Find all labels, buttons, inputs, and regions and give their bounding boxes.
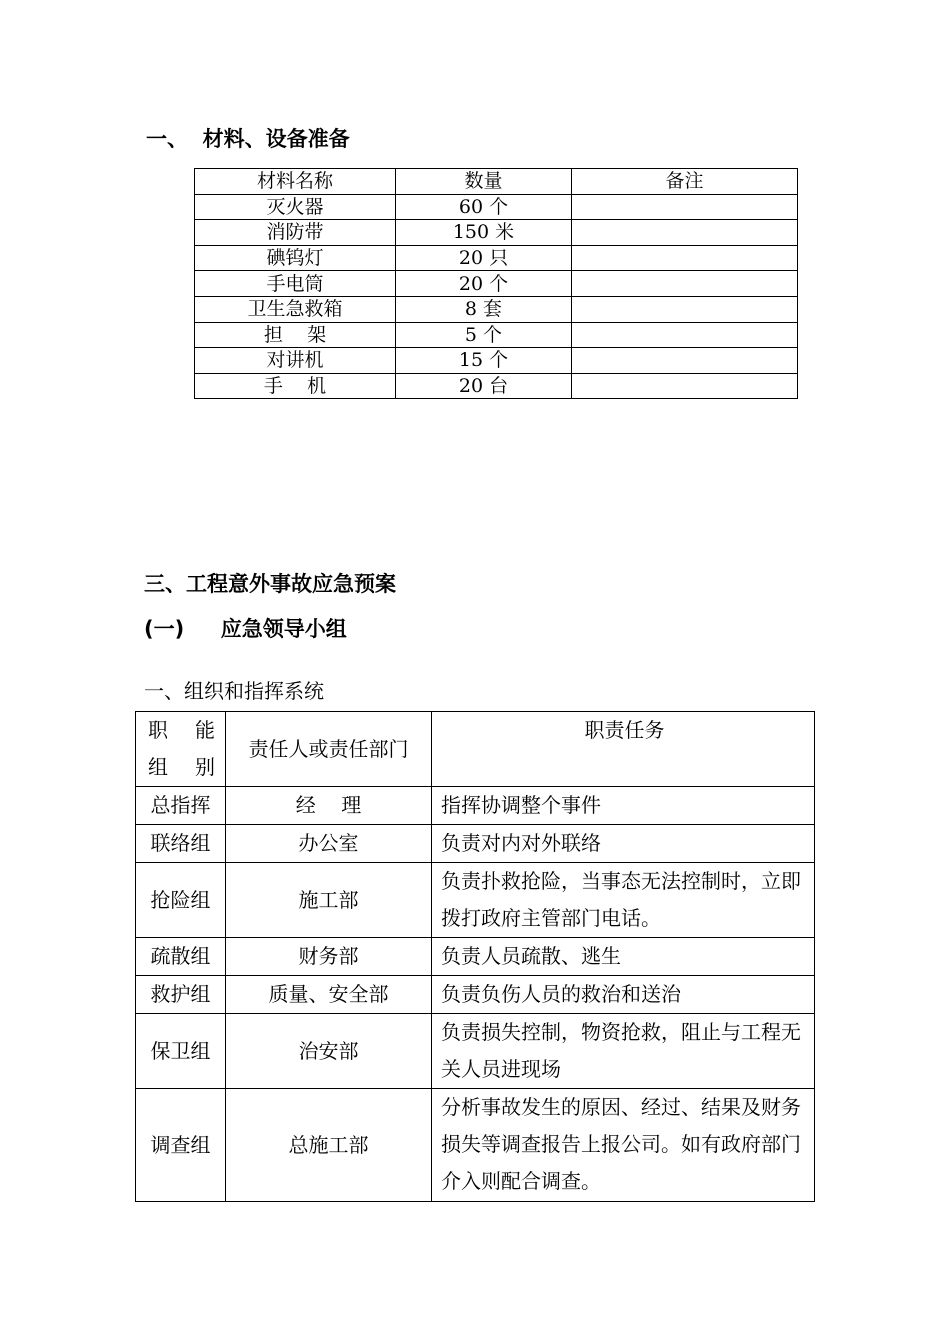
org-duty: 负责损失控制，物资抢救，阻止与工程无关人员进现场 (432, 1014, 815, 1089)
table-row (195, 322, 798, 348)
sub-heading-organization-system: 一、组织和指挥系统 (144, 679, 324, 703)
org-duty: 分析事故发生的原因、经过、结果及财务损失等调查报告上报公司。如有政府部门介入则配合调查。 (432, 1089, 815, 1202)
header-function-line1: 职 能 (148, 718, 215, 742)
section-heading-materials: 一、 材料、设备准备 (146, 127, 350, 151)
org-responsible: 治安部 (226, 1014, 432, 1089)
org-duty: 负责扑救抢险，当事态无法控制时，立即拨打政府主管部门电话。 (432, 863, 815, 938)
org-responsible: 办公室 (226, 825, 432, 863)
material-note (572, 322, 798, 348)
header-note: 备注 (572, 169, 798, 195)
header-function-group (136, 712, 226, 787)
org-duty: 负责人员疏散、逃生 (432, 938, 815, 976)
material-note (572, 194, 798, 220)
material-qty: 20 个 (396, 271, 572, 297)
material-qty: 150 米 (396, 220, 572, 246)
org-group: 抢险组 (136, 863, 226, 938)
header-quantity: 数量 (396, 169, 572, 195)
table-row (195, 271, 798, 297)
org-header-row (136, 712, 815, 787)
org-group: 联络组 (136, 825, 226, 863)
org-group: 疏散组 (136, 938, 226, 976)
table-row (136, 1089, 815, 1202)
sub-heading-leadership-group: (一) 应急领导小组 (144, 617, 347, 641)
materials-header-row (195, 169, 798, 195)
section-heading-accident-plan: 三、工程意外事故应急预案 (144, 572, 396, 596)
material-note (572, 348, 798, 374)
table-row (136, 863, 815, 938)
material-qty: 60 个 (396, 194, 572, 220)
material-name: 担 架 (195, 322, 396, 348)
material-note (572, 296, 798, 322)
material-name: 碘钨灯 (195, 245, 396, 271)
org-responsible: 财务部 (226, 938, 432, 976)
header-responsible: 责任人或责任部门 (226, 712, 432, 787)
table-row (195, 373, 798, 399)
material-name: 对讲机 (195, 348, 396, 374)
table-row (136, 825, 815, 863)
material-qty: 8 套 (396, 296, 572, 322)
org-group: 总指挥 (136, 787, 226, 825)
org-duty: 指挥协调整个事件 (432, 787, 815, 825)
org-group: 调查组 (136, 1089, 226, 1202)
header-duty: 职责任务 (432, 712, 815, 787)
table-row (136, 976, 815, 1014)
material-qty: 20 台 (396, 373, 572, 399)
material-note (572, 220, 798, 246)
materials-table (194, 168, 798, 399)
table-row (136, 1014, 815, 1089)
table-row (195, 296, 798, 322)
org-group: 救护组 (136, 976, 226, 1014)
table-row (195, 194, 798, 220)
material-qty: 20 只 (396, 245, 572, 271)
material-name: 手电筒 (195, 271, 396, 297)
org-duty: 负责负伤人员的救治和送治 (432, 976, 815, 1014)
table-row (195, 348, 798, 374)
material-note (572, 373, 798, 399)
material-name: 灭火器 (195, 194, 396, 220)
table-row (195, 245, 798, 271)
org-responsible: 质量、安全部 (226, 976, 432, 1014)
material-note (572, 271, 798, 297)
org-responsible: 施工部 (226, 863, 432, 938)
organization-table (135, 711, 815, 1202)
material-note (572, 245, 798, 271)
material-name: 消防带 (195, 220, 396, 246)
header-material-name: 材料名称 (195, 169, 396, 195)
material-qty: 15 个 (396, 348, 572, 374)
material-qty: 5 个 (396, 322, 572, 348)
org-group: 保卫组 (136, 1014, 226, 1089)
table-row (195, 220, 798, 246)
org-responsible: 总施工部 (226, 1089, 432, 1202)
material-name: 手 机 (195, 373, 396, 399)
header-function-line2: 组 别 (148, 755, 215, 779)
org-responsible: 经 理 (226, 787, 432, 825)
table-row (136, 938, 815, 976)
org-duty: 负责对内对外联络 (432, 825, 815, 863)
material-name: 卫生急救箱 (195, 296, 396, 322)
table-row (136, 787, 815, 825)
